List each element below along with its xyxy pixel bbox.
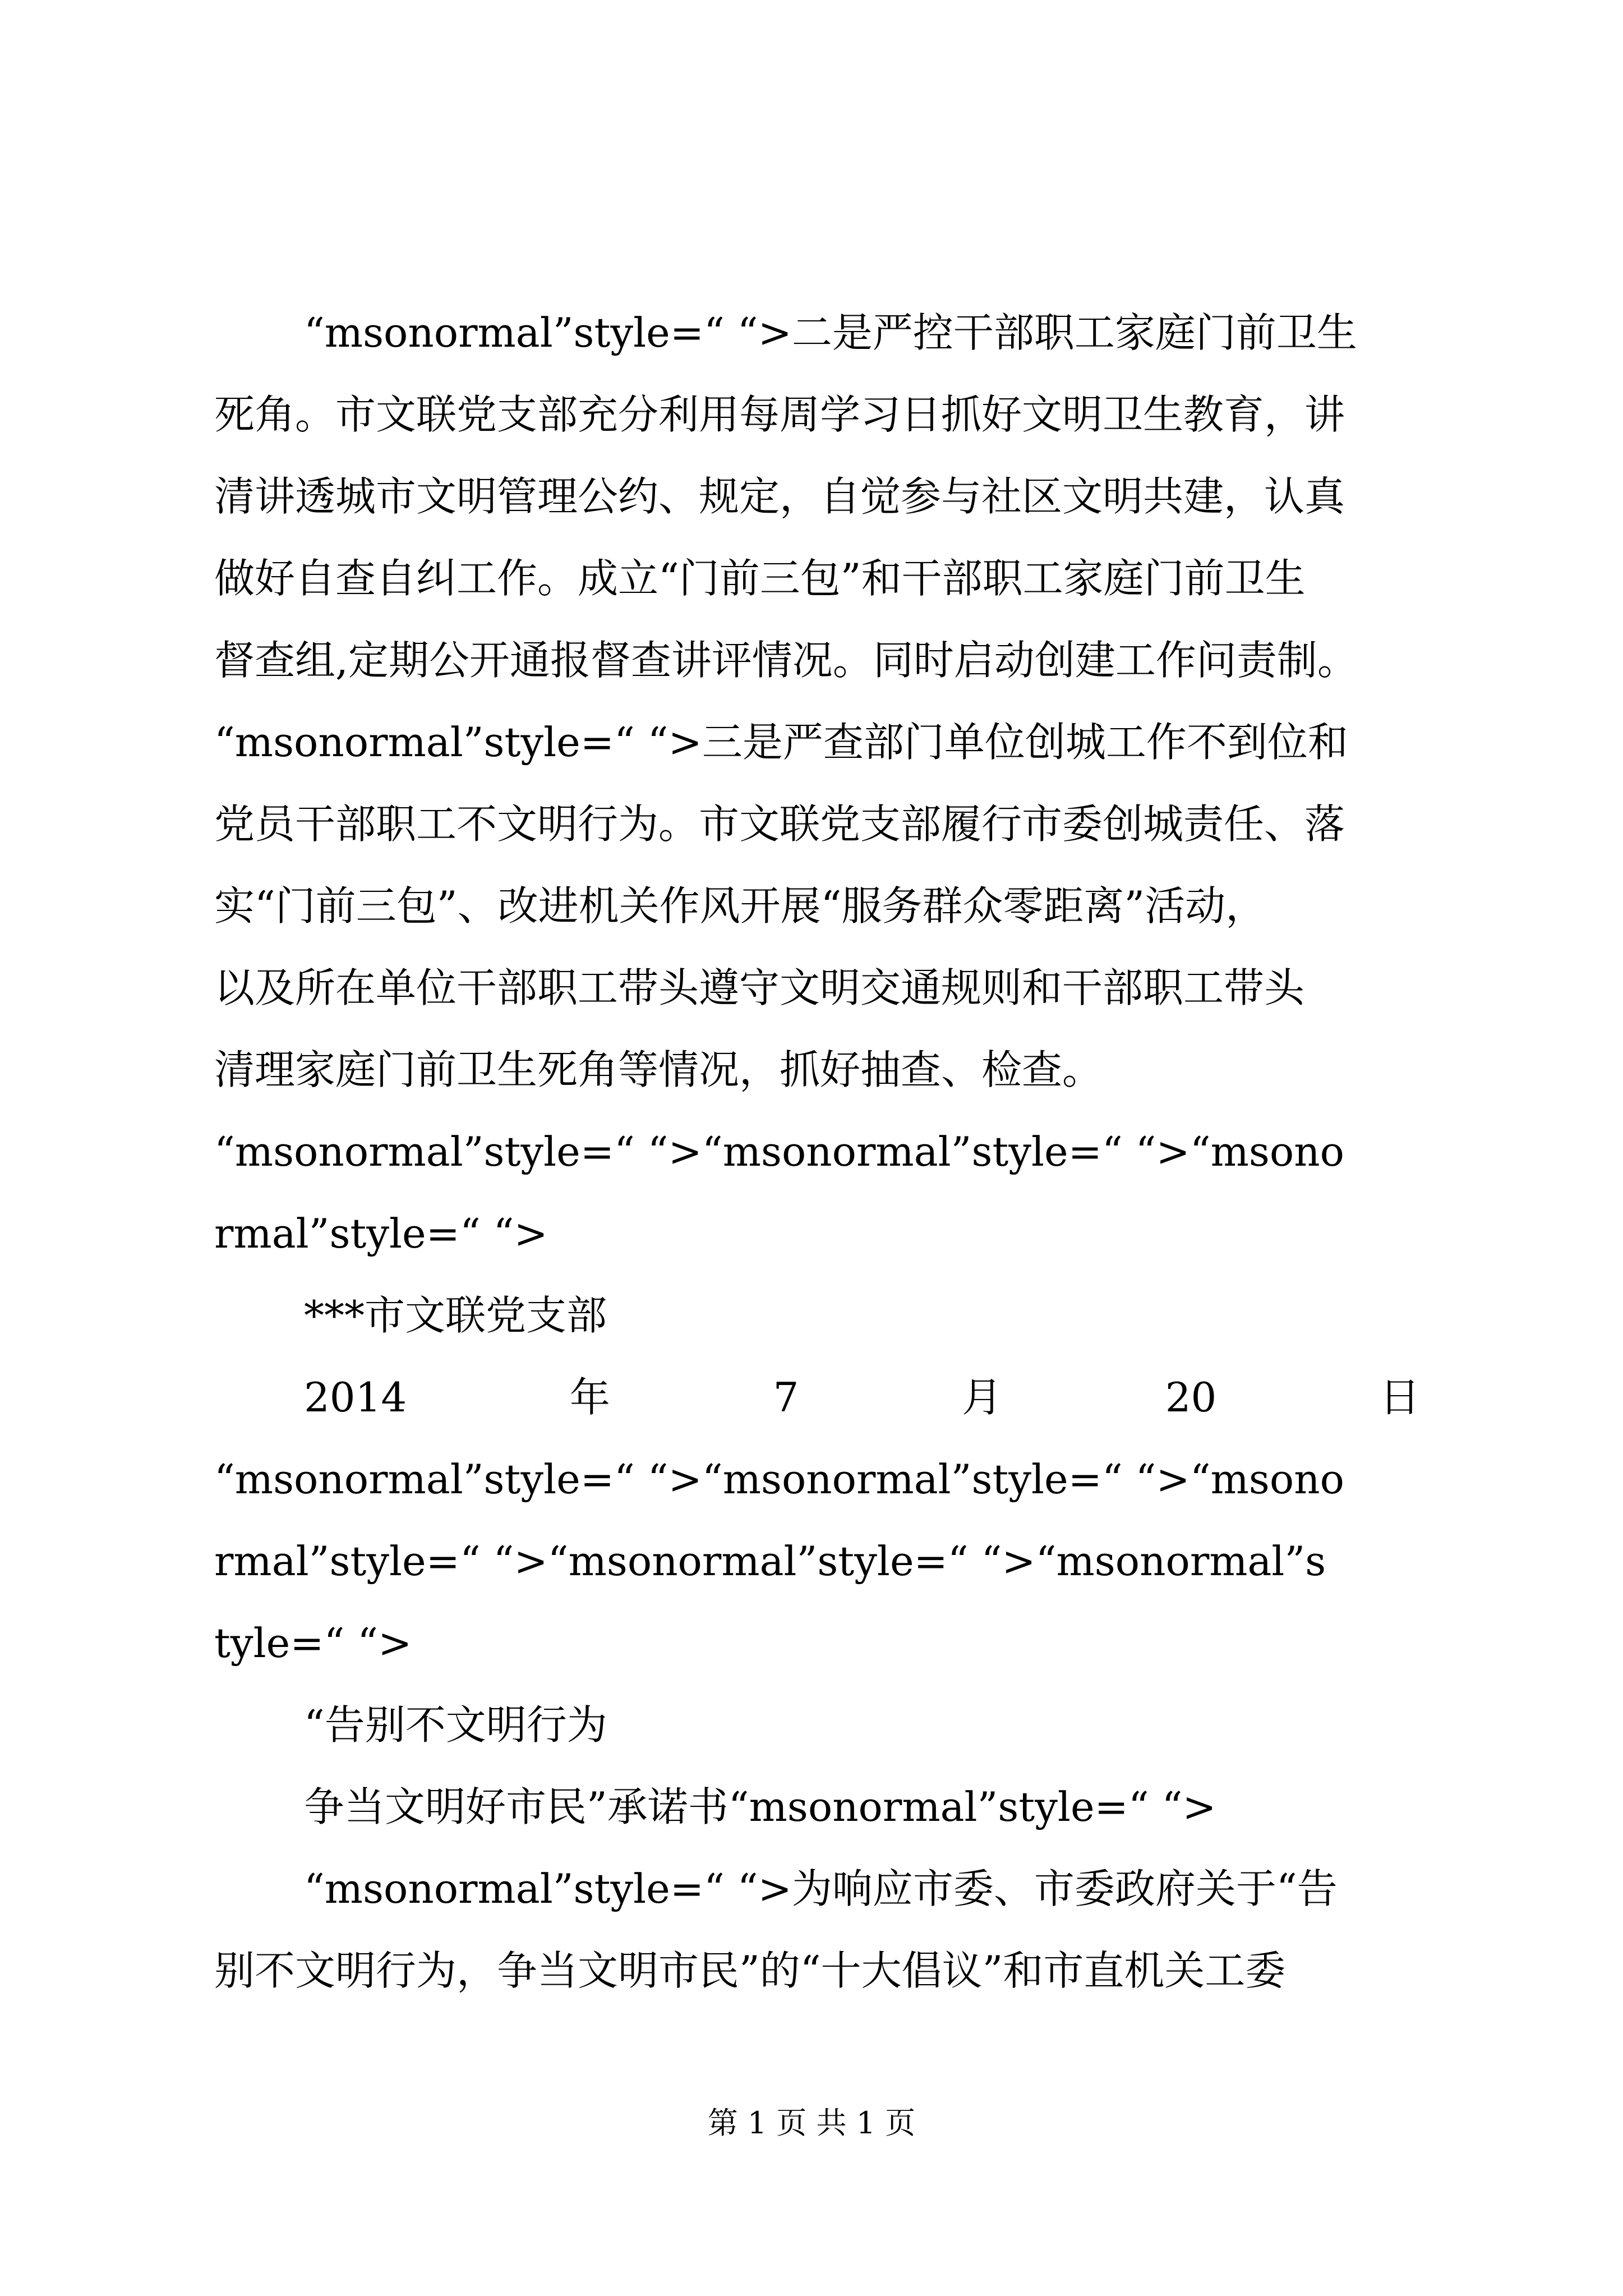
paragraph-line: tyle=“ “> [214,1619,412,1667]
paragraph-line: “msonormal”style=“ “>“msonormal”style=“ “>“msono [214,1128,1344,1175]
paragraph-line: 死角。市文联党支部充分利用每周学习日抓好文明卫生教育，讲 [214,391,1345,438]
page-footer: 第 1 页 共 1 页 [707,2105,916,2141]
paragraph-line: “msonormal”style=“ “>二是严控干部职工家庭门前卫生 [304,309,1357,356]
paragraph-line: 别不文明行为，争当文明市民”的“十大倡议”和市直机关工委 [214,1947,1286,1994]
date-year: 2014 [304,1374,407,1421]
signature-date [214,1356,1420,1438]
title-line: “告别不文明行为 [304,1701,607,1749]
date-month-unit: 月 [962,1374,1003,1421]
date-month: 7 [773,1374,799,1421]
date-year-unit: 年 [569,1374,610,1421]
paragraph-line: 党员干部职工不文明行为。市文联党支部履行市委创城责任、落 [214,800,1345,848]
paragraph-line: 清讲透城市文明管理公约、规定，自觉参与社区文明共建，认真 [214,473,1345,520]
paragraph-line: rmal”style=“ “> [214,1210,548,1257]
paragraph-line: “msonormal”style=“ “>三是严查部门单位创城工作不到位和 [214,719,1348,766]
date-day: 20 [1165,1374,1217,1421]
paragraph-line: “msonormal”style=“ “>“msonormal”style=“ “>“msono [214,1456,1344,1503]
paragraph-line: 以及所在单位干部职工带头遵守文明交通规则和干部职工带头 [214,964,1305,1011]
paragraph-line: 实“门前三包”、改进机关作风开展“服务群众零距离”活动， [214,882,1266,930]
paragraph-line: “msonormal”style=“ “>为响应市委、市委政府关于“告 [304,1865,1338,1912]
paragraph-line: 督查组,定期公开通报督查讲评情况。同时启动创建工作问责制。 [214,637,1358,684]
paragraph-line: 清理家庭门前卫生死角等情况，抓好抽查、检查。 [214,1046,1103,1093]
title-line: 争当文明好市民”承诺书“msonormal”style=“ “> [304,1783,1216,1830]
paragraph-line: rmal”style=“ “>“msonormal”style=“ “>“msonormal”s [214,1538,1326,1585]
signature-org: ***市文联党支部 [304,1292,607,1339]
date-day-unit: 日 [1379,1374,1420,1421]
document-body [214,292,1420,2012]
paragraph-line: 做好自查自纠工作。成立“门前三包”和干部职工家庭门前卫生 [214,555,1306,602]
